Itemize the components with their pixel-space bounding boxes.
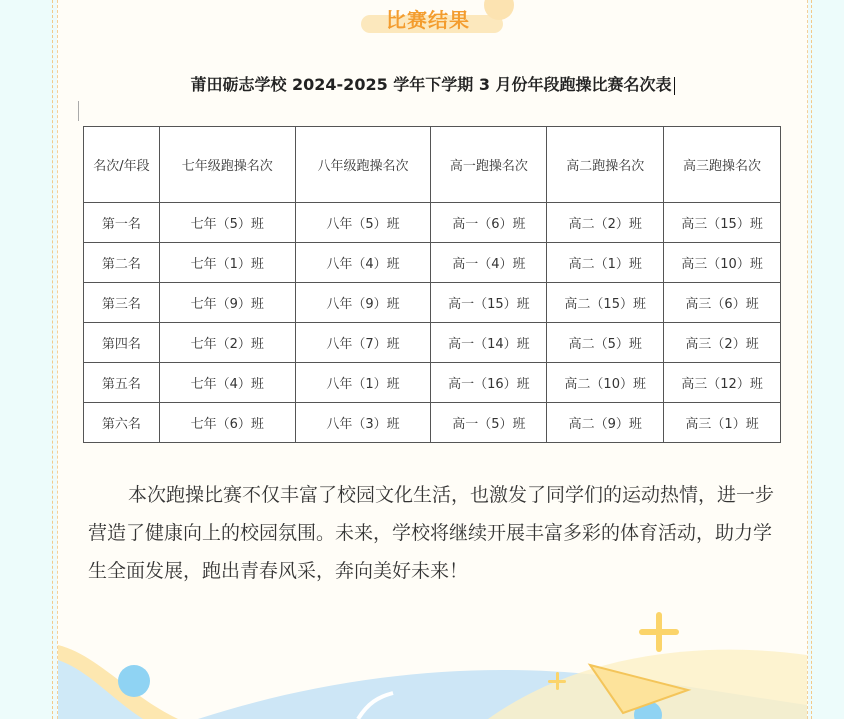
text-cursor-left (78, 101, 79, 121)
rank-cell: 第六名 (84, 403, 160, 443)
rank-cell: 第二名 (84, 243, 160, 283)
class-cell: 高一（5）班 (431, 403, 547, 443)
table-row (84, 243, 781, 283)
table-caption (58, 72, 807, 95)
class-cell: 高二（5）班 (547, 323, 664, 363)
article-card (57, 0, 808, 719)
rank-cell: 第五名 (84, 363, 160, 403)
header-cell: 高三跑操名次 (664, 127, 781, 203)
class-cell: 高一（4）班 (431, 243, 547, 283)
class-cell: 七年（4）班 (159, 363, 295, 403)
rank-cell: 第三名 (84, 283, 160, 323)
class-cell: 高一（15）班 (431, 283, 547, 323)
ranking-table (83, 126, 781, 443)
class-cell: 八年（4）班 (295, 243, 431, 283)
class-cell: 高三（1）班 (664, 403, 781, 443)
rank-cell: 第四名 (84, 323, 160, 363)
table-header-row (84, 127, 781, 203)
table-row (84, 203, 781, 243)
class-cell: 高一（6）班 (431, 203, 547, 243)
class-cell: 高三（10）班 (664, 243, 781, 283)
class-cell: 七年（2）班 (159, 323, 295, 363)
class-cell: 八年（5）班 (295, 203, 431, 243)
class-cell: 七年（9）班 (159, 283, 295, 323)
class-cell: 七年（6）班 (159, 403, 295, 443)
class-cell: 高三（2）班 (664, 323, 781, 363)
header-cell: 八年级跑操名次 (295, 127, 431, 203)
table-row (84, 403, 781, 443)
class-cell: 七年（1）班 (159, 243, 295, 283)
rank-cell: 第一名 (84, 203, 160, 243)
table-caption-text: 莆田砺志学校 2024-2025 学年下学期 3 月份年段跑操比赛名次表 (190, 75, 672, 94)
header-cell: 名次/年段 (84, 127, 160, 203)
class-cell: 高二（9）班 (547, 403, 664, 443)
table-row (84, 363, 781, 403)
left-margin (0, 0, 53, 719)
class-cell: 八年（1）班 (295, 363, 431, 403)
class-cell: 八年（9）班 (295, 283, 431, 323)
section-title-text: 比赛结果 (386, 8, 470, 32)
section-title (358, 0, 528, 34)
summary-paragraph: 本次跑操比赛不仅丰富了校园文化生活，也激发了同学们的运动热情，进一步营造了健康向上的校园氛围。未来，学校将继续开展丰富多彩的体育活动，助力学生全面发展，跑出青春风采，奔向美好未来！ (88, 484, 775, 582)
circle-bubble-icon (118, 665, 150, 697)
sparkle-icon (639, 612, 679, 652)
class-cell: 高三（12）班 (664, 363, 781, 403)
class-cell: 高三（15）班 (664, 203, 781, 243)
table-row (84, 283, 781, 323)
class-cell: 八年（3）班 (295, 403, 431, 443)
class-cell: 高二（10）班 (547, 363, 664, 403)
class-cell: 高二（1）班 (547, 243, 664, 283)
class-cell: 八年（7）班 (295, 323, 431, 363)
text-cursor (674, 77, 675, 95)
right-margin (811, 0, 844, 719)
header-cell: 高二跑操名次 (547, 127, 664, 203)
class-cell: 高二（2）班 (547, 203, 664, 243)
class-cell: 高二（15）班 (547, 283, 664, 323)
header-cell: 高一跑操名次 (431, 127, 547, 203)
class-cell: 高三（6）班 (664, 283, 781, 323)
header-cell: 七年级跑操名次 (159, 127, 295, 203)
class-cell: 高一（14）班 (431, 323, 547, 363)
footer-decoration (58, 585, 807, 719)
class-cell: 高一（16）班 (431, 363, 547, 403)
class-cell: 七年（5）班 (159, 203, 295, 243)
table-row (84, 323, 781, 363)
